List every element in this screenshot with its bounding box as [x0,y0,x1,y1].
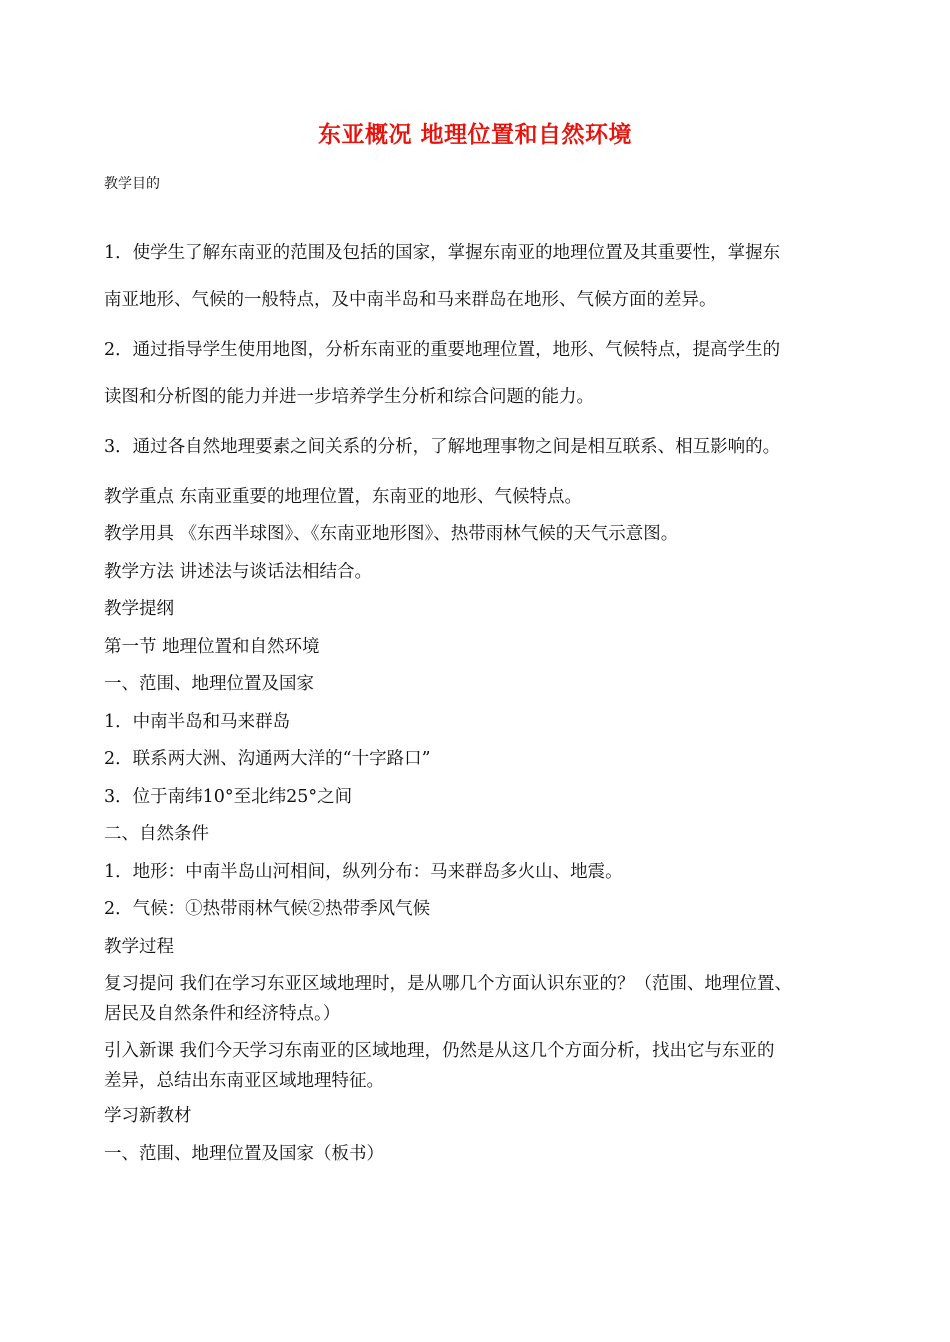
objective-2-line-2: 读图和分析图的能力并进一步培养学生分析和综合问题的能力。 [104,387,594,407]
new-material-heading: 学习新教材 [104,1106,192,1126]
section-heading-outline: 教学提纲 [104,599,174,619]
document-title: 东亚概况 地理位置和自然环境 [317,122,632,148]
review-question-line-1: 复习提问 我们在学习东亚区域地理时，是从哪几个方面认识东亚的？（范围、地理位置、 [104,974,793,994]
outline-section-title: 第一节 地理位置和自然环境 [104,637,320,657]
objective-2-line-1: 2．通过指导学生使用地图，分析东南亚的重要地理位置，地形、气候特点，提高学生的 [104,340,781,360]
outline-item-1: 一、范围、地理位置及国家 [104,674,314,694]
teaching-tools: 教学用具 《东西半球图》、《东南亚地形图》、热带雨林气候的天气示意图。 [104,524,679,544]
review-question-line-2: 居民及自然条件和经济特点。） [104,1004,341,1024]
introduction-line-1: 引入新课 我们今天学习东南亚的区域地理，仍然是从这几个方面分析，找出它与东亚的 [104,1041,775,1061]
teaching-focus: 教学重点 东南亚重要的地理位置，东南亚的地形、气候特点。 [104,487,583,507]
outline-item-1-3: 3．位于南纬10°至北纬25°之间 [104,787,353,807]
outline-item-2-1: 1．地形：中南半岛山河相间，纵列分布：马来群岛多火山、地震。 [104,862,623,882]
outline-item-2-2: 2．气候：①热带雨林气候②热带季风气候 [104,899,431,919]
objective-1-line-1: 1．使学生了解东南亚的范围及包括的国家，掌握东南亚的地理位置及其重要性，掌握东 [104,243,781,263]
section-heading-process: 教学过程 [104,937,174,957]
outline-item-2: 二、自然条件 [104,824,209,844]
outline-item-1-2: 2．联系两大洲、沟通两大洋的“十字路口” [104,749,431,769]
introduction-line-2: 差异，总结出东南亚区域地理特征。 [104,1071,384,1091]
teaching-method: 教学方法 讲述法与谈话法相结合。 [104,562,373,582]
new-material-item-1: 一、范围、地理位置及国家（板书） [104,1144,384,1164]
objective-3: 3．通过各自然地理要素之间关系的分析，了解地理事物之间是相互联系、相互影响的。 [104,437,781,457]
outline-item-1-1: 1．中南半岛和马来群岛 [104,712,291,732]
section-heading-objectives: 教学目的 [104,176,160,192]
objective-1-line-2: 南亚地形、气候的一般特点，及中南半岛和马来群岛在地形、气候方面的差异。 [104,290,717,310]
